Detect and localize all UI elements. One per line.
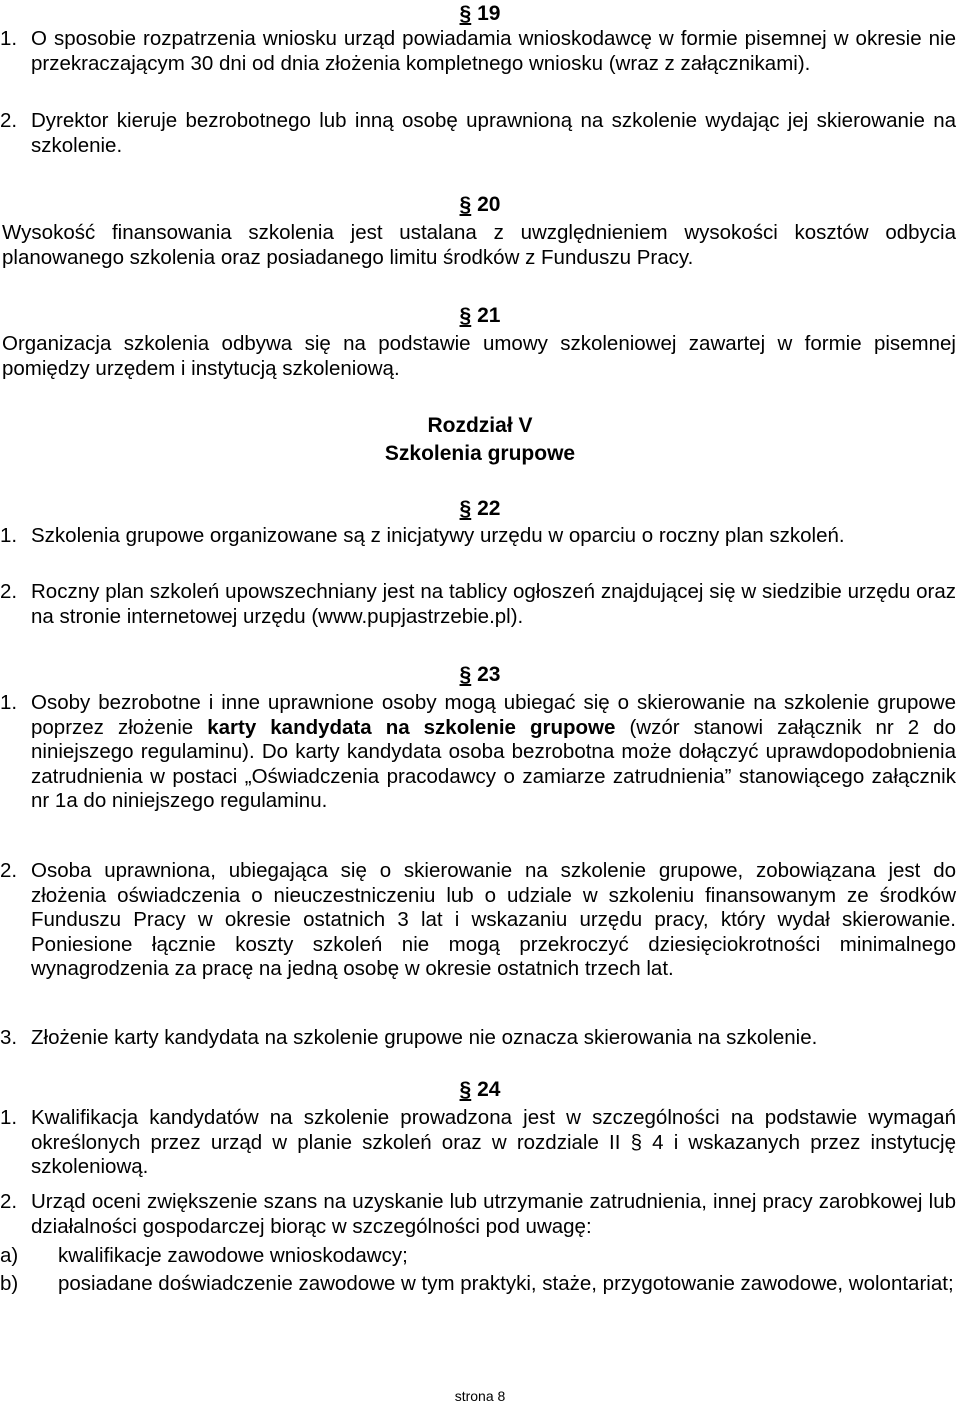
- chapter-subtitle: Szkolenia grupowe: [384, 442, 576, 465]
- item-text: Kwalifikacja kandydatów na szkolenie prowadzona jest w szczególności na podstawie wymagań określonych przez urząd w planie szkoleń oraz w rozdziale II § 4 i wskazanych przez instytucję szkoleniową.: [31, 1106, 956, 1179]
- item-text: Dyrektor kieruje bezrobotnego lub inną osobę uprawnioną na szkolenie wydając jej skierowanie na szkolenie.: [31, 109, 956, 157]
- list-item: [0, 109, 956, 158]
- item-text: O sposobie rozpatrzenia wniosku urząd powiadamia wnioskodawcę w formie pisemnej w okresie nie przekraczającym 30 dni od dnia złożenia kompletnego wniosku (wraz z załącznikami).: [31, 27, 956, 75]
- list-item: [0, 524, 956, 549]
- list-item: [0, 1190, 956, 1239]
- sub-item-label: b): [0, 1272, 19, 1295]
- section-symbol: §: [459, 497, 472, 520]
- section-heading-24: § 24: [459, 1078, 501, 1101]
- section-heading-23: § 23: [459, 663, 501, 686]
- item-number: 1.: [0, 1106, 18, 1129]
- item-number: 2.: [0, 580, 18, 603]
- item-text: Osoba uprawniona, ubiegająca się o skierowanie na szkolenie grupowe, zobowiązana jest do złożenia oświadczenia o nieuczestniczeniu lub o udziale w szkoleniu finansowanym ze środków Funduszu Pracy w okresie ostatnich 3 lat i wskazaniu urzędu pracy, który wydał skierowanie. Poniesione łącznie koszty szkoleń nie mogą przekroczyć dziesięciokrotności minimalnego wynagrodzenia za pracę na jedną osobę w okresie ostatnich trzech lat.: [31, 859, 956, 981]
- item-number: 1.: [0, 524, 18, 547]
- item-number: 1.: [0, 691, 18, 714]
- paragraph: Organizacja szkolenia odbywa się na podstawie umowy szkoleniowej zawartej w formie pisemnej pomiędzy urzędem i instytucją szkoleniową.: [2, 332, 956, 380]
- sub-item-label: a): [0, 1244, 19, 1267]
- list-item: [0, 27, 956, 76]
- list-item: [0, 859, 956, 982]
- sub-item-text: posiadane doświadczenie zawodowe w tym praktyki, staże, przygotowanie zawodowe, wolontariat;: [58, 1272, 954, 1295]
- section-heading-22: § 22: [459, 497, 501, 520]
- item-text: Złożenie karty kandydata na szkolenie grupowe nie oznacza skierowania na szkolenie.: [31, 1026, 818, 1049]
- item-number: 2.: [0, 109, 18, 132]
- sub-item-text: kwalifikacje zawodowe wnioskodawcy;: [58, 1244, 408, 1267]
- section-symbol: §: [459, 2, 472, 25]
- section-symbol: §: [459, 193, 472, 216]
- page-number: strona 8: [454, 1388, 506, 1404]
- section-heading-20: § 20: [459, 193, 501, 216]
- chapter-title: Rozdział V: [427, 414, 533, 437]
- sub-list-item: [0, 1272, 956, 1297]
- sub-list-item: [0, 1244, 956, 1269]
- item-number: 1.: [0, 27, 18, 50]
- list-item: [0, 580, 956, 629]
- section-symbol: §: [459, 663, 472, 686]
- item-number: 3.: [0, 1026, 18, 1049]
- emphasis-form-name: karty kandydata na szkolenie grupowe: [207, 715, 616, 739]
- item-number: 2.: [0, 859, 18, 882]
- list-item: [0, 1026, 956, 1051]
- list-item: [0, 1106, 956, 1180]
- item-text: Roczny plan szkoleń upowszechniany jest na tablicy ogłoszeń znajdującej się w siedzibie urzędu oraz na stronie internetowej urzędu (www.pupjastrzebie.pl).: [31, 580, 956, 628]
- section-symbol: §: [459, 304, 472, 327]
- section-symbol: §: [459, 1078, 472, 1101]
- item-text: Szkolenia grupowe organizowane są z inicjatywy urzędu w oparciu o roczny plan szkoleń.: [31, 524, 845, 547]
- item-text: Osoby bezrobotne i inne uprawnione osoby mogą ubiegać się o skierowanie na szkolenie grupowe poprzez złożenie karty kandydata na szkolenie grupowe (wzór stanowi załącznik nr 2 do niniejszego regulaminu). Do karty kandydata osoba bezrobotna może dołączyć uprawdopodobnienia zatrudnienia w postaci „Oświadczenia pracodawcy o zamiarze zatrudnienia” stanowiącego załącznik nr 1a do niniejszego regulaminu.: [31, 691, 956, 813]
- item-text: Urząd oceni zwiększenie szans na uzyskanie lub utrzymanie zatrudnienia, innej pracy zarobkowej lub działalności gospodarczej biorąc w szczególności pod uwagę:: [31, 1190, 956, 1238]
- section-heading-19: § 19: [459, 2, 501, 25]
- section-heading-21: § 21: [459, 304, 501, 327]
- item-number: 2.: [0, 1190, 18, 1213]
- list-item: [0, 691, 956, 814]
- paragraph: Wysokość finansowania szkolenia jest ustalana z uwzględnieniem wysokości kosztów odbycia planowanego szkolenia oraz posiadanego limitu środków z Funduszu Pracy.: [2, 221, 956, 269]
